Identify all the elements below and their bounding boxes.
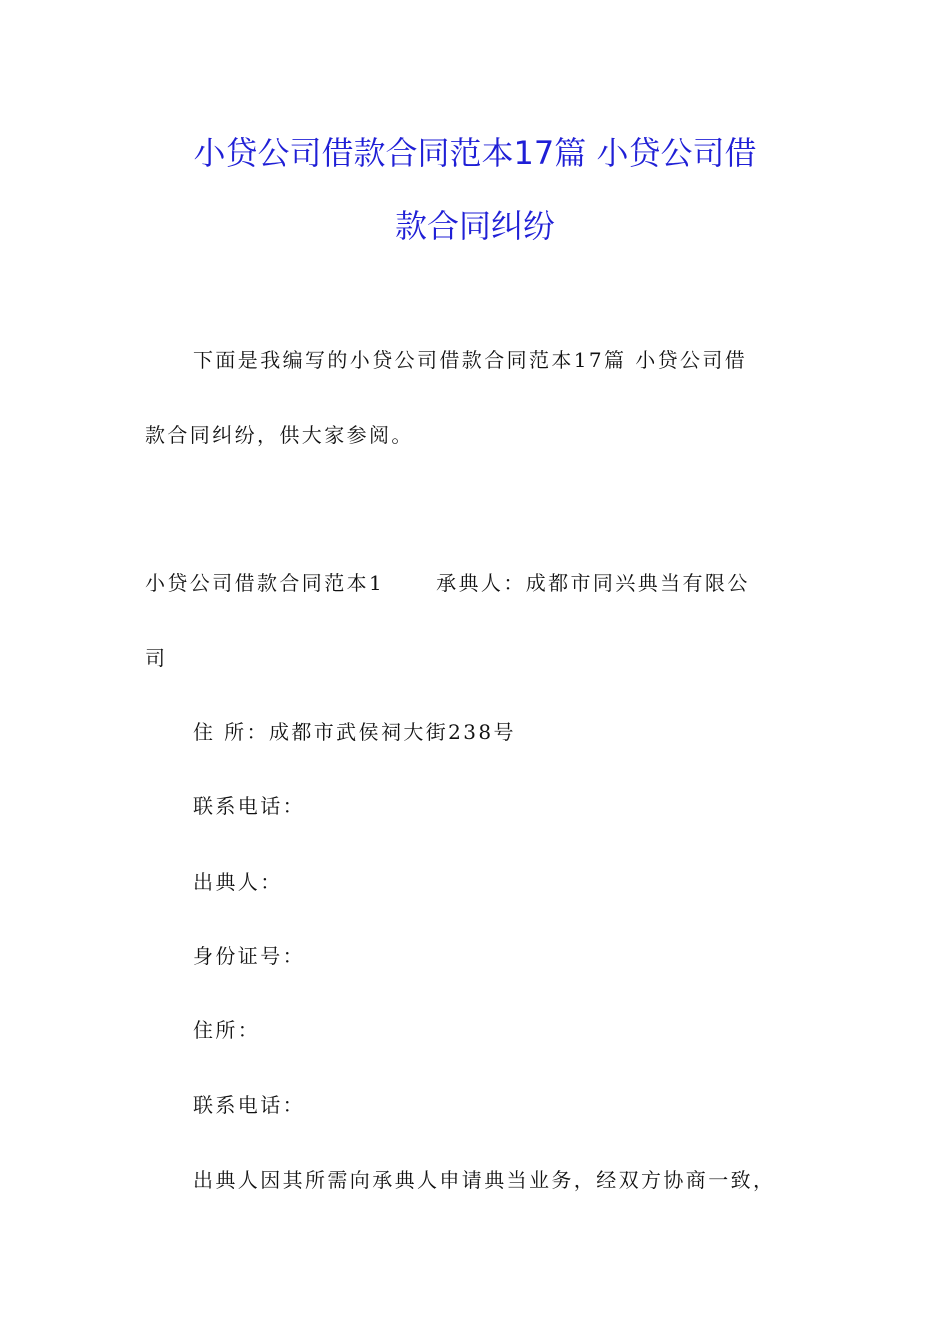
pawnee-field-cont: 司 bbox=[145, 646, 168, 670]
document-title-line1: 小贷公司借款合同范本17篇 小贷公司借 bbox=[193, 134, 757, 172]
document-title-line2: 款合同纠纷 bbox=[394, 207, 555, 245]
intro-line1: 下面是我编写的小贷公司借款合同范本17篇 小贷公司借 bbox=[193, 348, 748, 372]
pawner-field: 出典人： bbox=[193, 870, 283, 894]
pawnee-field: 承典人：成都市同兴典当有限公 bbox=[436, 571, 750, 595]
address-field: 住 所：成都市武侯祠大街238号 bbox=[193, 720, 516, 744]
section-heading-row bbox=[145, 569, 750, 597]
residence-field: 住所： bbox=[193, 1018, 261, 1042]
intro-line2: 款合同纠纷，供大家参阅。 bbox=[145, 423, 414, 447]
body-paragraph-start: 出典人因其所需向承典人申请典当业务，经双方协商一致， bbox=[193, 1168, 776, 1192]
phone-field-2: 联系电话： bbox=[193, 1093, 305, 1117]
section-heading: 小贷公司借款合同范本1 bbox=[145, 571, 385, 595]
id-number-field: 身份证号： bbox=[193, 944, 305, 968]
phone-field-1: 联系电话： bbox=[193, 794, 305, 818]
